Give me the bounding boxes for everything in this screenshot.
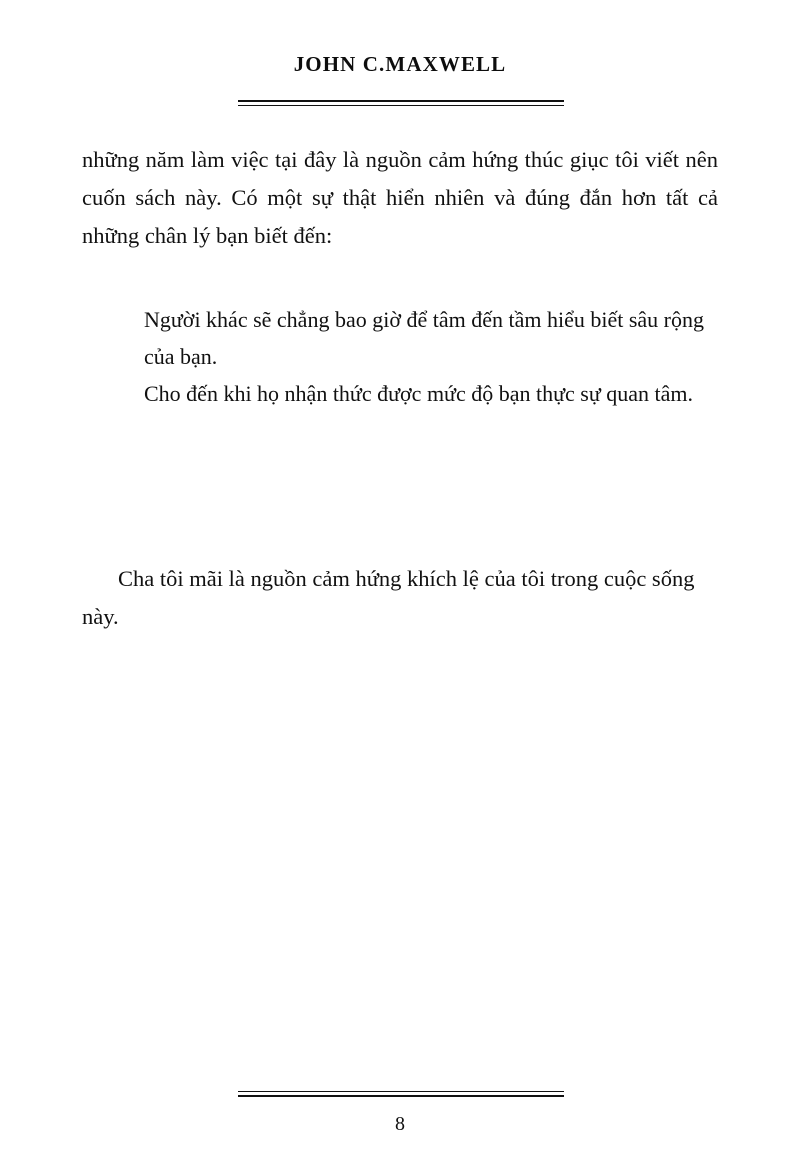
- page-content: [82, 141, 718, 636]
- quote-block: [82, 301, 718, 412]
- closing-block: [82, 560, 718, 636]
- quote-line-1: Người khác sẽ chẳng bao giờ để tâm đến tầm hiểu biết sâu rộng của bạn.: [144, 307, 704, 369]
- page-number: 8: [395, 1113, 405, 1135]
- closing-paragraph: Cha tôi mãi là nguồn cảm hứng khích lệ của tôi trong cuộc sống này.: [82, 566, 695, 629]
- footer-divider-rule: [238, 1091, 564, 1097]
- running-title: JOHN C.MAXWELL: [293, 52, 507, 76]
- header-divider-rule: [238, 100, 564, 106]
- body-paragraph-1: những năm làm việc tại đây là nguồn cảm hứng thúc giục tôi viết nên cuốn sách này. Có một sự thật hiển nhiên và đúng đắn hơn tất cả những chân lý bạn biết đến:: [82, 147, 718, 248]
- quote-line-2: Cho đến khi họ nhận thức được mức độ bạn thực sự quan tâm.: [144, 381, 694, 406]
- page-header: [0, 52, 800, 77]
